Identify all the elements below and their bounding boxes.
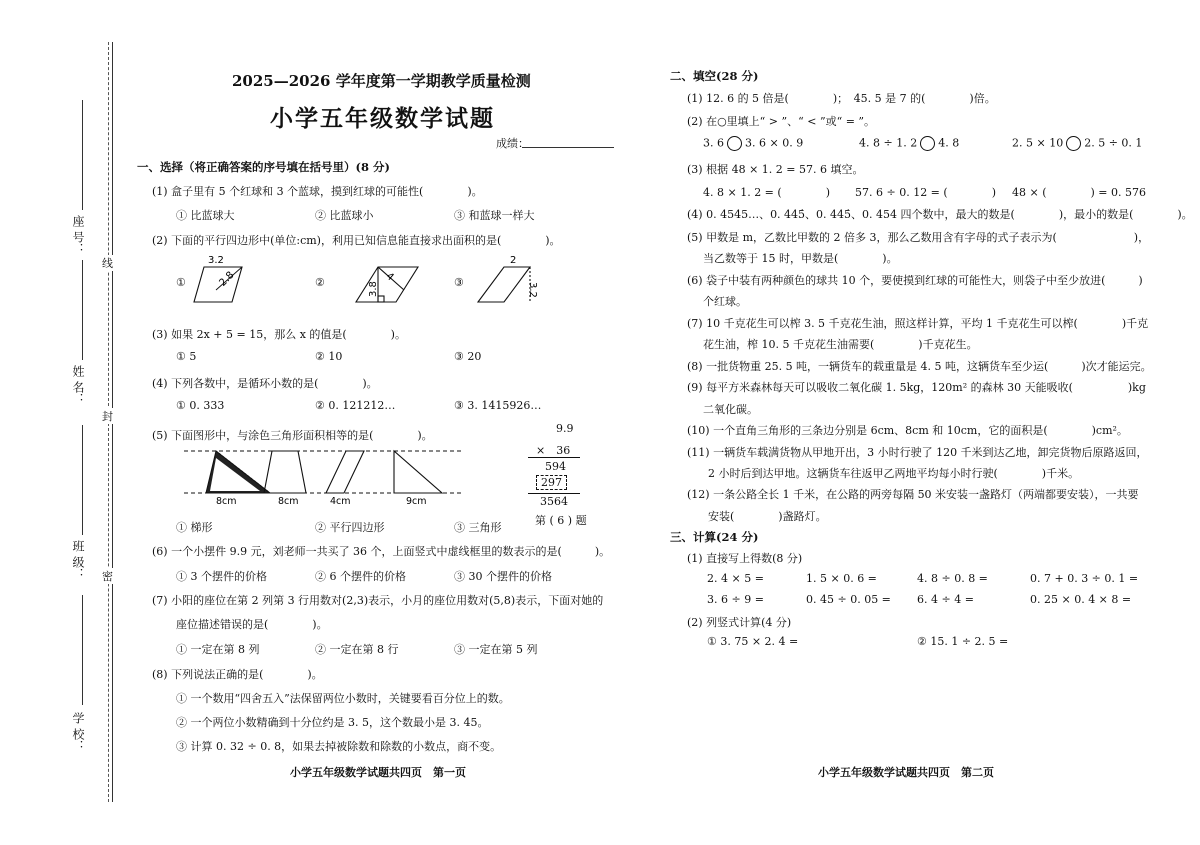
s2-q11-line2: 2 小时后到达甲地。这辆货车往返甲乙两地平均每小时行驶( )千米。 [708,467,1080,480]
s2-q1: (1) 12. 6 的 5 倍是( )； 45. 5 是 7 的( )倍。 [687,92,996,105]
q8-option-a: ① 一个数用“四舍五入”法保留两位小数时，关键要看百分位上的数。 [176,692,510,705]
compare-item-1 [703,136,803,151]
s2-q11-line1: (11) 一辆货车载满货物从甲地开出，3 小时行驶了 120 千米到达乙地，卸完货物后原路返回， [687,446,1148,459]
fig3-height-label: 3.2 [527,282,538,298]
exam-title: 2025—2026 学年度第一学期教学质量检测 [232,72,531,90]
compare-3-circle[interactable] [1066,136,1081,151]
compare-2-circle[interactable] [920,136,935,151]
q3-option-a: ① 5 [176,350,197,363]
s3-r2-c4: 0. 25 × 0. 4 × 8 = [1030,593,1132,606]
class-field[interactable] [82,425,83,535]
fig3-top-label: 2 [510,255,517,266]
q2-marker-a: ① [176,276,186,289]
s2-q5-line1: (5) 甲数是 m，乙数比甲数的 2 倍多 3，那么乙数用含有字母的式子表示为( )， [687,231,1150,244]
score-label: 成绩： [496,137,529,150]
q7-option-b: ② 一定在第 8 行 [315,643,399,656]
seat-number-field[interactable] [82,100,83,210]
s2-q7-line1: (7) 10 千克花生可以榨 3. 5 千克花生油，照这样计算，平均 1 千克花生可以榨( )千克 [687,317,1149,330]
compare-item-2 [859,136,959,151]
calc-caption: 第 ( 6 ) 题 [535,514,587,527]
q2-marker-c: ③ [454,276,464,289]
q7-text-2: 座位描述错误的是( )。 [176,618,328,631]
s3-col-1: ① 3. 75 × 2. 4 = [707,635,799,648]
q4-option-a: ① 0. 333 [176,399,225,412]
s2-q10: (10) 一个直角三角形的三条边分别是 6cm、8cm 和 10cm，它的面积是( )cm²。 [687,424,1128,437]
s3-r1-c1: 2. 4 × 5 = [707,572,764,585]
fig-label-2: 8cm [278,496,299,507]
q1-text: (1) 盒子里有 5 个红球和 3 个蓝球，摸到红球的可能性( )。 [152,185,483,198]
seal-mark: 封 [102,410,113,423]
q4-text: (4) 下列各数中，是循环小数的是( )。 [152,377,378,390]
section3-heading: 三、计算(24 分) [670,530,759,544]
section2-heading: 二、填空(28 分) [670,69,759,83]
compare-3-left: 2. 5 × 10 [1012,136,1064,150]
paper-title: 小学五年级数学试题 [270,105,495,132]
s2-q5-line2: 当乙数等于 15 时，甲数是( )。 [703,252,898,265]
trapezoid [264,451,306,493]
q7-option-c: ③ 一定在第 5 列 [454,643,538,656]
s2-q12-line2: 安装( )盏路灯。 [708,510,827,523]
s3-sub2: (2) 列竖式计算(4 分) [687,616,792,629]
calc-multiplicand: 9.9 [556,422,574,435]
calc-multiplier: × 36 [536,444,571,457]
calc-partial-2-box [536,475,567,490]
school-field[interactable] [82,595,83,705]
calc-product: 3564 [540,495,568,508]
s2-q6-line1: (6) 袋子中装有两种颜色的球共 10 个，要使摸到红球的可能性大，则袋子中至少放进( ) [687,274,1143,287]
s3-r1-c3: 4. 8 ÷ 0. 8 = [917,572,988,585]
shaded-triangle [206,451,270,493]
compare-1-right: 3. 6 × 0. 9 [745,136,804,150]
s3-r2-c3: 6. 4 ÷ 4 = [917,593,974,606]
s2-q12-line1: (12) 一条公路全长 1 千米，在公路的两旁每隔 50 米安装一盏路灯（两端都要安装），一共要 [687,488,1139,501]
q7-option-a: ① 一定在第 8 列 [176,643,260,656]
q2-marker-b: ② [315,276,325,289]
q1-option-b: ② 比蓝球小 [315,209,374,222]
triangle [394,451,442,493]
seat-number-label: 座 号： [71,215,85,255]
s3-r1-c2: 1. 5 × 0. 6 = [806,572,877,585]
calc-partial-1: 594 [545,460,566,473]
parallelogram-3 [478,267,530,302]
q6-text: (6) 一个小摆件 9.9 元，刘老师一共买了 36 个，上面竖式中虚线框里的数表示的是( )。 [152,545,611,558]
compare-1-circle[interactable] [727,136,742,151]
page1-footer: 小学五年级数学试题共四页 第一页 [290,766,466,779]
q1-option-c: ③ 和蓝球一样大 [454,209,535,222]
s3-r2-c1: 3. 6 ÷ 9 = [707,593,764,606]
calc-line-1 [528,457,580,458]
s2-q3-text: (3) 根据 48 × 1. 2 = 57. 6 填空。 [687,163,864,176]
compare-2-left: 4. 8 ÷ 1. 2 [859,136,918,150]
fig1-height-label: 2.8 [217,269,237,289]
q4-option-c: ③ 3. 1415926… [454,399,542,412]
page2-footer: 小学五年级数学试题共四页 第二页 [818,766,994,779]
q6-option-c: ③ 30 个摆件的价格 [454,570,552,583]
s2-q6-line2: 个红球。 [703,295,747,308]
secret-mark: 密 [102,570,113,583]
q8-option-c: ③ 计算 0. 32 ÷ 0. 8，如果去掉被除数和除数的小数点，商不变。 [176,740,502,753]
q8-text: (8) 下列说法正确的是( )。 [152,668,323,681]
q5-text: (5) 下面图形中，与涂色三角形面积相等的是( )。 [152,429,433,442]
parallelogram-2 [356,267,418,302]
fig-label-3: 4cm [330,496,351,507]
compare-1-left: 3. 6 [703,136,724,150]
q6-option-a: ① 3 个摆件的价格 [176,570,267,583]
fig-label-4: 9cm [406,496,427,507]
q7-text: (7) 小阳的座位在第 2 列第 3 行用数对(2,3)表示，小月的座位用数对(5,8)表示，下面对她的 [152,594,604,607]
q5-option-c: ③ 三角形 [454,521,502,534]
q3-option-b: ② 10 [315,350,343,363]
s2-q3-item-1: 4. 8 × 1. 2 = ( ) [703,186,830,199]
q4-option-b: ② 0. 121212… [315,399,396,412]
class-label: 班 级： [71,540,85,580]
s3-sub1: (1) 直接写上得数(8 分) [687,552,803,565]
s3-r1-c4: 0. 7 + 0. 3 ÷ 0. 1 = [1030,572,1139,585]
score-field[interactable] [522,147,614,148]
q2-figures [190,252,550,312]
name-label: 姓 名： [71,365,85,405]
fig-label-1: 8cm [216,496,237,507]
section1-heading: 一、选择（将正确答案的序号填在括号里）(8 分) [137,160,390,174]
q5-option-a: ① 梯形 [176,521,213,534]
s3-r2-c2: 0. 45 ÷ 0. 05 = [806,593,891,606]
q6-option-b: ② 6 个摆件的价格 [315,570,406,583]
s2-q4: (4) 0. 4545…、0. 445̇、0. 445̇、0. 454 四个数中，最大的数是( )，最小的数是( )。 [687,208,1193,221]
fig2-slant-label: 4 [383,270,396,284]
school-label: 学 校： [71,712,85,752]
q3-text: (3) 如果 2x + 5 = 15，那么 x 的值是( )。 [152,328,406,341]
q3-option-c: ③ 20 [454,350,482,363]
s2-q8: (8) 一批货物重 25. 5 吨，一辆货车的载重量是 4. 5 吨，这辆货车至少运( )次才能运完。 [687,360,1152,373]
fig2-height-label: 3.8 [368,281,379,297]
q1-option-a: ① 比蓝球大 [176,209,235,222]
calc-partial-2: 297 [541,476,562,489]
q2-text: (2) 下面的平行四边形中(单位:cm)，利用已知信息能直接求出面积的是( )。 [152,234,561,247]
q5-figures [180,444,470,508]
compare-item-3 [1012,136,1142,151]
s2-q7-line2: 花生油，榨 10. 5 千克花生油需要( )千克花生。 [703,338,978,351]
q5-option-b: ② 平行四边形 [315,521,385,534]
s3-col-2: ② 15. 1 ÷ 2. 5 = [917,635,1009,648]
compare-3-right: 2. 5 ÷ 0. 1 [1084,136,1143,150]
s2-q9-line2: 二氧化碳。 [703,403,758,416]
parallelogram-1 [194,267,242,302]
s2-q3-item-3: 48 × ( ) = 0. 576 [1012,186,1146,199]
parallelogram [326,451,364,493]
compare-2-right: 4. 8 [938,136,960,150]
s2-q9-line1: (9) 每平方米森林每天可以吸收二氧化碳 1. 5kg，120m² 的森林 30 天能吸收( )kg [687,381,1146,394]
name-field[interactable] [82,260,83,360]
calc-line-2 [528,493,580,494]
q8-option-b: ② 一个两位小数精确到十分位约是 3. 5，这个数最小是 3. 45。 [176,716,489,729]
line-mark: 线 [102,257,113,270]
fig1-top-label: 3.2 [208,255,224,266]
s2-q2-text: (2) 在○里填上“ > ”、“ < ”或“ = ”。 [687,115,876,128]
s2-q3-item-2: 57. 6 ÷ 0. 12 = ( ) [855,186,996,199]
